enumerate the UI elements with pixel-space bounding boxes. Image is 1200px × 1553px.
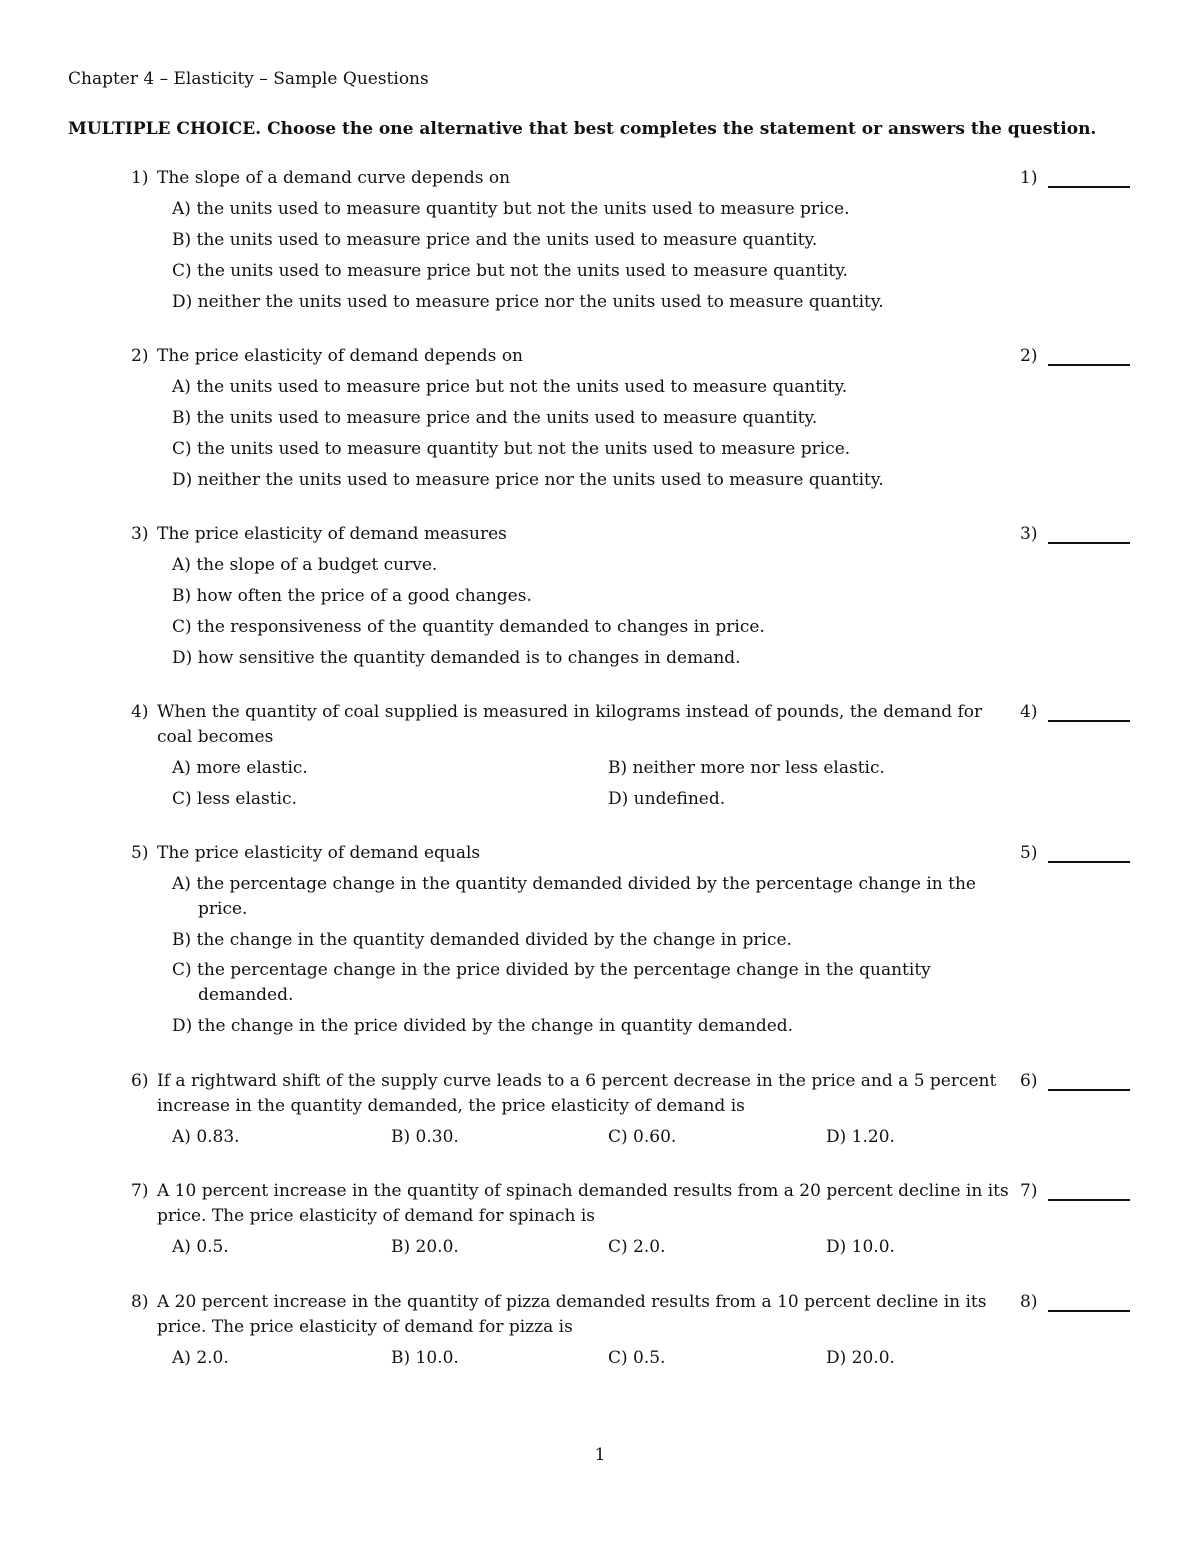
stem-text: The slope of a demand curve depends on (157, 168, 511, 188)
option-c-text: C) the percentage change in the price divided by the percentage change in the quantity (172, 960, 931, 980)
option-c: C) the responsiveness of the quantity demanded to changes in price. (172, 617, 765, 637)
option-b: B) 20.0. (391, 1237, 459, 1257)
stem-text: The price elasticity of demand depends on (157, 346, 523, 366)
answer-blank (1048, 186, 1130, 188)
option-b: B) the units used to measure price and the units used to measure quantity. (172, 230, 818, 250)
answer-label: 2) (1020, 346, 1038, 366)
answer-blank (1048, 1089, 1130, 1091)
option-d: D) how sensitive the quantity demanded is to changes in demand. (172, 648, 741, 668)
stem-text-continued: increase in the quantity demanded, the price elasticity of demand is (157, 1096, 745, 1116)
option-d: D) undefined. (608, 789, 726, 809)
answer-blank (1048, 1310, 1130, 1312)
option-a: A) more elastic. (172, 758, 308, 778)
option-c: C) 2.0. (608, 1237, 666, 1257)
answer-blank (1048, 364, 1130, 366)
question-number: 1) (131, 168, 149, 188)
answer-blank (1048, 720, 1130, 722)
option-b: B) how often the price of a good changes. (172, 586, 532, 606)
answer-blank (1048, 1199, 1130, 1201)
answer-label: 1) (1020, 168, 1038, 188)
instructions: MULTIPLE CHOICE. Choose the one alternative that best completes the statement or answers the question. (68, 119, 1097, 139)
option-b: B) 0.30. (391, 1127, 459, 1147)
question-stem (131, 166, 981, 191)
answer-blank (1048, 861, 1130, 863)
option-c: C) less elastic. (172, 789, 297, 809)
option-c: C) the units used to measure price but not the units used to measure quantity. (172, 261, 848, 281)
stem-text-continued: coal becomes (157, 727, 274, 747)
option-a: A) the units used to measure price but not the units used to measure quantity. (172, 377, 848, 397)
question-stem (131, 522, 981, 547)
question-number: 3) (131, 524, 149, 544)
option-d: D) 10.0. (826, 1237, 895, 1257)
option-b: B) 10.0. (391, 1348, 459, 1368)
answer-label: 5) (1020, 843, 1038, 863)
answer-label: 8) (1020, 1292, 1038, 1312)
option-d: D) 1.20. (826, 1127, 895, 1147)
option-a: A) the units used to measure quantity but not the units used to measure price. (172, 199, 850, 219)
answer-label: 6) (1020, 1071, 1038, 1091)
option-d: D) the change in the price divided by the change in quantity demanded. (172, 1016, 794, 1036)
stem-text: When the quantity of coal supplied is measured in kilograms instead of pounds, the demand for (157, 702, 983, 722)
question-stem (131, 1290, 987, 1340)
option-c: C) 0.5. (608, 1348, 666, 1368)
question-number: 6) (131, 1071, 149, 1091)
answer-blank (1048, 542, 1130, 544)
stem-text: If a rightward shift of the supply curve leads to a 6 percent decrease in the price and a 5 percent (157, 1071, 997, 1091)
question-stem (131, 344, 981, 369)
question-number: 8) (131, 1292, 149, 1312)
stem-text-continued: price. The price elasticity of demand for pizza is (157, 1317, 573, 1337)
page-title: Chapter 4 – Elasticity – Sample Questions (68, 69, 429, 89)
option-c: C) the units used to measure quantity but not the units used to measure price. (172, 439, 851, 459)
option-c-text-continued: demanded. (198, 985, 294, 1005)
question-number: 4) (131, 702, 149, 722)
option-d: D) 20.0. (826, 1348, 895, 1368)
option-b: B) the change in the quantity demanded divided by the change in price. (172, 930, 792, 950)
option-a: A) the slope of a budget curve. (172, 555, 438, 575)
option-c (172, 958, 931, 1008)
stem-text-continued: price. The price elasticity of demand for spinach is (157, 1206, 596, 1226)
option-a: A) 0.83. (172, 1127, 240, 1147)
option-a-text: A) the percentage change in the quantity demanded divided by the percentage change in the (172, 874, 976, 894)
option-c: C) 0.60. (608, 1127, 677, 1147)
question-number: 5) (131, 843, 149, 863)
option-b: B) the units used to measure price and the units used to measure quantity. (172, 408, 818, 428)
option-b: B) neither more nor less elastic. (608, 758, 885, 778)
option-a: A) 2.0. (172, 1348, 229, 1368)
option-a (172, 872, 976, 922)
question-stem (131, 1069, 997, 1119)
stem-text: A 20 percent increase in the quantity of pizza demanded results from a 10 percent decline in its (157, 1292, 987, 1312)
answer-label: 7) (1020, 1181, 1038, 1201)
stem-text: The price elasticity of demand measures (157, 524, 507, 544)
answer-label: 4) (1020, 702, 1038, 722)
option-d: D) neither the units used to measure price nor the units used to measure quantity. (172, 470, 884, 490)
question-number: 7) (131, 1181, 149, 1201)
question-stem (131, 700, 981, 750)
stem-text: The price elasticity of demand equals (157, 843, 481, 863)
question-stem (131, 1179, 1009, 1229)
option-a-text-continued: price. (198, 899, 248, 919)
answer-label: 3) (1020, 524, 1038, 544)
question-stem (131, 841, 981, 866)
question-number: 2) (131, 346, 149, 366)
option-a: A) 0.5. (172, 1237, 229, 1257)
page-number: 1 (594, 1445, 606, 1465)
stem-text: A 10 percent increase in the quantity of spinach demanded results from a 20 percent decline in its (157, 1181, 1009, 1201)
option-d: D) neither the units used to measure price nor the units used to measure quantity. (172, 292, 884, 312)
